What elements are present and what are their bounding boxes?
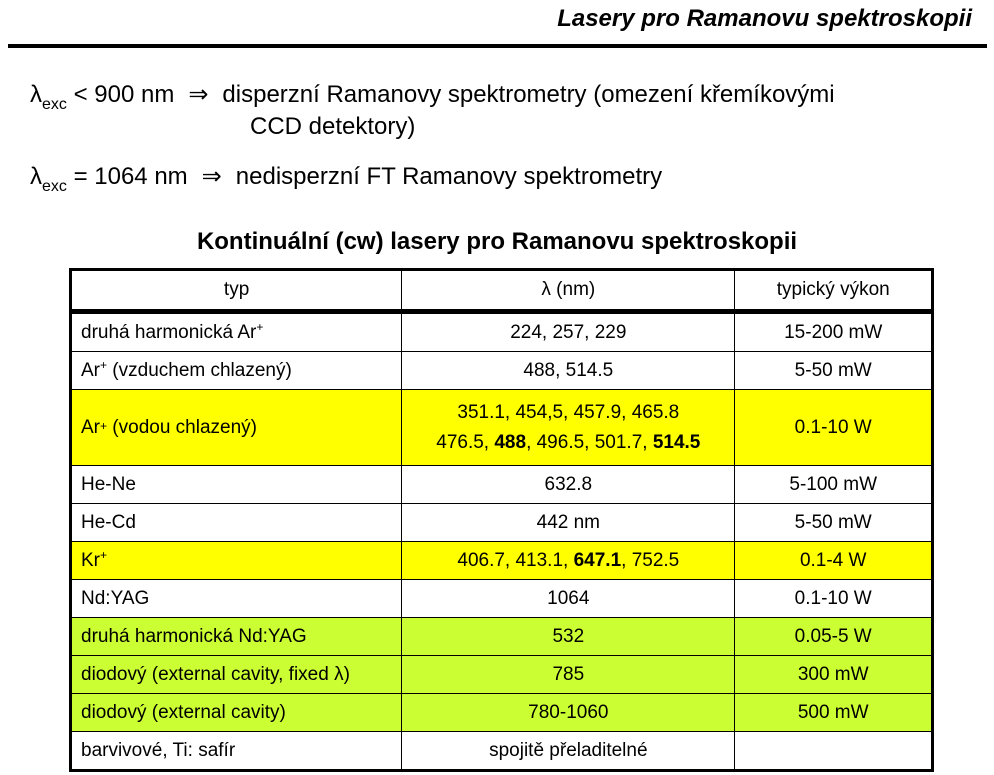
table-row [71,580,933,618]
cell-wavelength: 1064 [402,580,735,618]
type-text: Kr [81,549,100,571]
cell-power: 500 mW [735,694,933,732]
type-text: Ar [81,416,100,438]
table-header-row [71,270,933,312]
cell-type [71,352,402,390]
wavelength-text: 476.5, [436,431,495,453]
ion-superscript: + [100,357,108,372]
cell-power: 0.1-4 W [735,542,933,580]
type-text: druhá harmonická Ar [81,321,257,343]
cell-power: 0.05-5 W [735,618,933,656]
cell-wavelength: spojitě přeladitelné [402,732,735,771]
condition-text: < 900 nm [73,81,175,108]
cell-power: 300 mW [735,656,933,694]
cell-type: He-Ne [71,466,402,504]
laser-table [69,268,934,772]
type-text: Ar [81,359,100,381]
column-header-type: typ [71,270,402,312]
column-header-power: typický výkon [735,270,933,312]
table-row [71,694,933,732]
cell-power [735,732,933,771]
cell-type: He-Cd [71,504,402,542]
table-row [71,466,933,504]
cell-wavelength: 488, 514.5 [402,352,735,390]
table-row [71,390,933,466]
header-divider [8,44,987,48]
column-header-wavelength: λ (nm) [402,270,735,312]
intro-line-1 [30,80,835,113]
wavelength-line-1: 351.1, 454,5, 457.9, 465.8 [457,401,680,423]
implies-arrow-icon: ⇒ [188,81,209,108]
cell-power: 5-50 mW [735,352,933,390]
cell-wavelength [402,542,735,580]
cell-wavelength: 785 [402,656,735,694]
condition-text: = 1064 nm [73,163,188,190]
cell-type [71,390,402,466]
cell-type: Nd:YAG [71,580,402,618]
type-text-rest: (vzduchem chlazený) [107,359,292,381]
table-row [71,732,933,771]
wavelength-bold: 488 [494,431,527,453]
cell-power: 0.1-10 W [735,580,933,618]
intro-line-1-continuation: CCD detektory) [250,113,416,140]
cell-type: druhá harmonická Nd:YAG [71,618,402,656]
cell-wavelength: 532 [402,618,735,656]
type-text-rest: (vodou chlazený) [107,416,257,438]
cell-power: 15-200 mW [735,312,933,352]
lambda-symbol: λ [30,163,42,190]
wavelength-text: 406.7, 413.1, [457,549,574,571]
intro-text: nedisperzní FT Ramanovy spektrometry [235,163,663,190]
cell-power: 5-100 mW [735,466,933,504]
table-row [71,504,933,542]
table-row [71,542,933,580]
cell-type: diodový (external cavity, fixed λ) [71,656,402,694]
wavelength-line-2 [411,428,725,458]
ion-superscript: + [100,418,108,433]
table-row [71,352,933,390]
ion-superscript: + [256,319,264,334]
ion-superscript: + [100,547,108,562]
cell-type: diodový (external cavity) [71,694,402,732]
page-title: Lasery pro Ramanovu spektroskopii [557,5,972,32]
implies-arrow-icon: ⇒ [201,163,222,190]
lambda-subscript: exc [42,178,67,195]
intro-line-2 [30,162,663,195]
wavelength-text: , 752.5 [621,549,680,571]
cell-wavelength [402,390,735,466]
wavelength-bold: 514.5 [652,431,701,453]
cell-power: 0.1-10 W [735,390,933,466]
table-row [71,312,933,352]
cell-wavelength: 780-1060 [402,694,735,732]
cell-wavelength: 442 nm [402,504,735,542]
lambda-symbol: λ [30,81,42,108]
intro-text: disperzní Ramanovy spektrometry (omezení křemíkovými [222,81,835,108]
cell-type: barvivové, Ti: safír [71,732,402,771]
cell-power: 5-50 mW [735,504,933,542]
cell-wavelength: 632.8 [402,466,735,504]
cell-type [71,542,402,580]
cell-type [71,312,402,352]
cell-wavelength: 224, 257, 229 [402,312,735,352]
wavelength-bold: 647.1 [573,549,622,571]
laser-table-container [69,268,934,772]
lambda-subscript: exc [42,96,67,113]
table-row [71,656,933,694]
table-row [71,618,933,656]
table-title: Kontinuální (cw) lasery pro Ramanovu spektroskopii [196,228,798,255]
wavelength-text: , 496.5, 501.7, [526,431,653,453]
